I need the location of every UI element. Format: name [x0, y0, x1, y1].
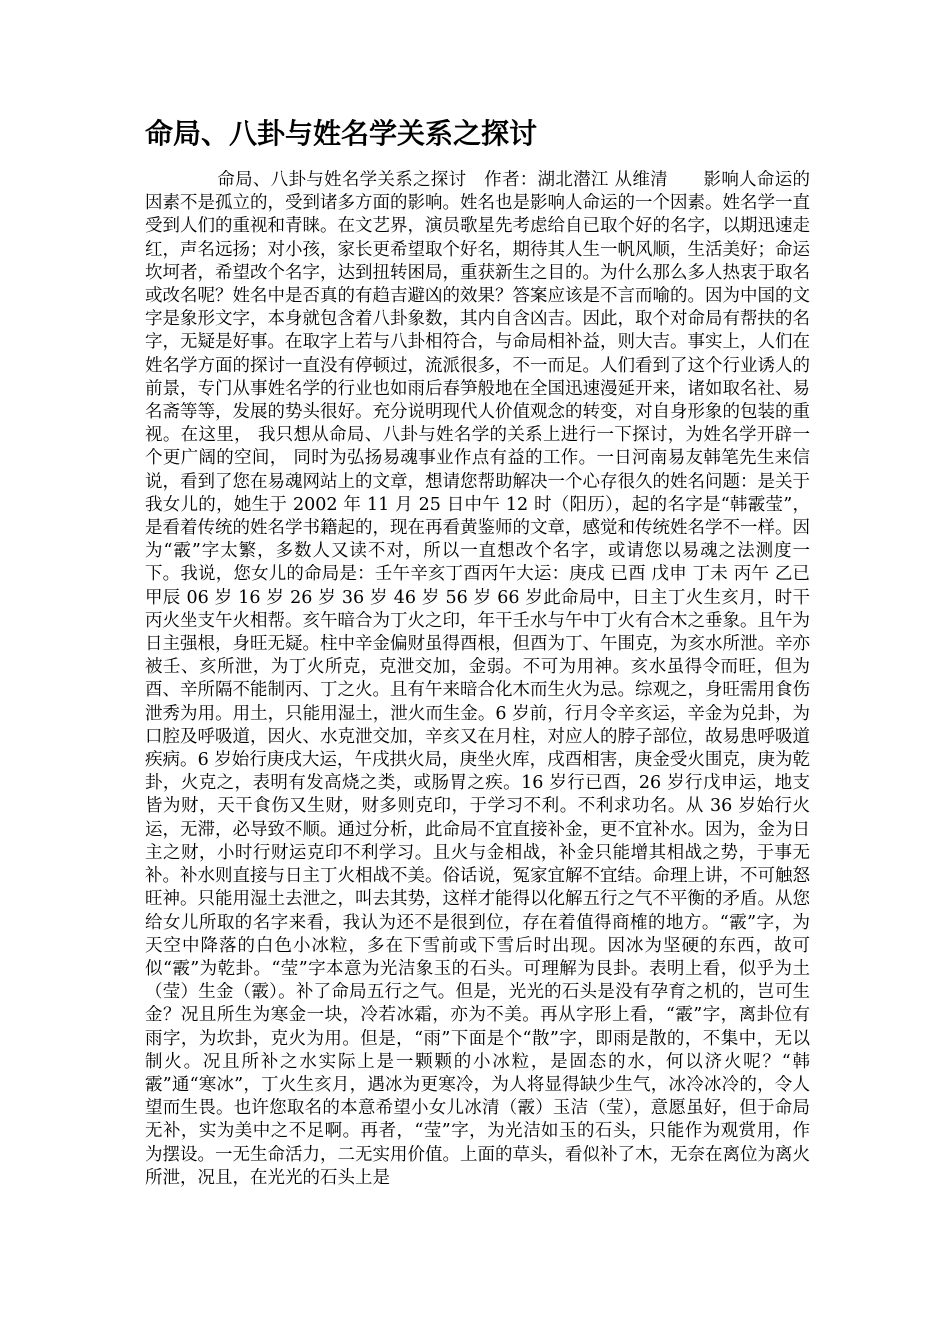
- document-body-container: [145, 169, 810, 1190]
- document-title: 命局、八卦与姓名学关系之探讨: [145, 117, 538, 150]
- document-body-text: 命局、八卦与姓名学关系之探讨 作者：湖北潜江 从维清 影响人命运的因素不是孤立的，受到诸多方面的影响。姓名也是影响人命运的一个因素。姓名学一直受到人们的重视和青睐。在文艺界，演员歌星先考虑给自已取个好的名字，以期迅速走红，声名远扬；对小孩，家长更希望取个好名，期待其人生一帆风顺，生活美好；命运坎坷者，希望改个名字，达到扭转困局，重获新生之目的。为什么那么多人热衷于取名或改名呢？姓名中是否真的有趋吉避凶的效果？答案应该是不言而喻的。因为中国的文字是象形文字，本身就包含着八卦象数，其内自含凶吉。因此，取个对命局有帮扶的名字，无疑是好事。在取字上若与八卦相符合，与命局相补益，则大吉。事实上，人们在姓名学方面的探讨一直没有停顿过，流派很多，不一而足。人们看到了这个行业诱人的前景，专门从事姓名学的行业也如雨后春笋般地在全国迅速漫延开来，诸如取名社、易名斋等等，发展的势头很好。充分说明现代人价值观念的转变，对自身形象的包装的重视。在这里， 我只想从命局、八卦与姓名学的关系上进行一下探讨，为姓名学开辟一个更广阔的空间， 同时为弘扬易魂事业作点有益的工作。一日河南易友韩笔先生来信说，看到了您在易魂网站上的文章，想请您帮助解决一个心存很久的姓名问题：是关于我女儿的，她生于 2002 年 11 月 25 日中午 12 时（阳历），起的名字是“韩霰莹”，是看着传统的姓名学书籍起的，现在再看黄鉴师的文章，感觉和传统姓名学不一样。因为“霰”字太繁，多数人又读不对，所以一直想改个名字，或请您以易魂之法测度一下。我说，您女儿的命局是：壬午辛亥丁酉丙午大运：庚戌 已酉 戊申 丁未 丙午 乙已 甲辰 06 岁 16 岁 26 岁 36 岁 46 岁 56 岁 66 岁此命局中，日主丁火生亥月，时干丙火坐支午火相帮。亥午暗合为丁火之印，年干壬水与午中丁火有合木之垂象。且午为日主强根，身旺无疑。柱中辛金偏财虽得酉根，但酉为丁、午围克，为亥水所泄。辛亦被壬、亥所泄，为丁火所克，克泄交加，金弱。不可为用神。亥水虽得令而旺，但为酉、辛所隔不能制丙、丁之火。且有午来暗合化木而生火为忌。综观之，身旺需用食伤泄秀为用。用土，只能用湿土，泄火而生金。6 岁前，行月令辛亥运，辛金为兑卦，为口腔及呼吸道，因火、水克泄交加，辛亥又在月柱，对应人的脖子部位，故易患呼吸道疾病。6 岁始行庚戌大运，午戌拱火局，庚坐火库，戌酉相害，庚金受火围克，庚为乾卦，火克之，表明有发高烧之类，或肠胃之疾。16 岁行已酉，26 岁行戊申运，地支皆为财，天干食伤又生财，财多则克印，于学习不利。不利求功名。从 36 岁始行火运，无滞，必导致不顺。通过分析，此命局不宜直接补金，更不宜补水。因为，金为日主之财，小时行财运克印不利学习。且火与金相战，补金只能增其相战之势，于事无补。补水则直接与日主丁火相战不美。俗话说，冤家宜解不宜结。命理上讲，不可触怒旺神。只能用湿土去泄之，叫去其势，这样才能得以化解五行之气不平衡的矛盾。从您给女儿所取的名字来看，我认为还不是很到位，存在着值得商榷的地方。“霰”字，为天空中降落的白色小冰粒，多在下雪前或下雪后时出现。因冰为坚硬的东西，故可似“霰”为乾卦。“莹”字本意为光洁象玉的石头。可理解为艮卦。表明上看，似乎为土（莹）生金（霰）。补了命局五行之气。但是，光光的石头是没有孕育之机的，岂可生金？况且所生为寒金一块，冷若冰霜，亦为不美。再从字形上看，“霰”字，离卦位有雨字，为坎卦，克火为用。但是，“雨”下面是个“散”字，即雨是散的，不集中，无以制火。况且所补之水实际上是一颗颗的小冰粒，是固态的水，何以济火呢？“韩霰”通“寒冰”，丁火生亥月，遇冰为更寒冷，为人将显得缺少生气，冰冷冰冷的，令人望而生畏。也许您取名的本意希望小女儿冰清（霰）玉洁（莹），意愿虽好，但于命局无补，实为美中之不足啊。再者，“莹”字，为光洁如玉的石头，只能作为观赏用，作为摆设。一无生命活力，二无实用价值。上面的草头，看似补了木，无奈在离位为离火所泄，况且，在光光的石头上是: [145, 170, 810, 1188]
